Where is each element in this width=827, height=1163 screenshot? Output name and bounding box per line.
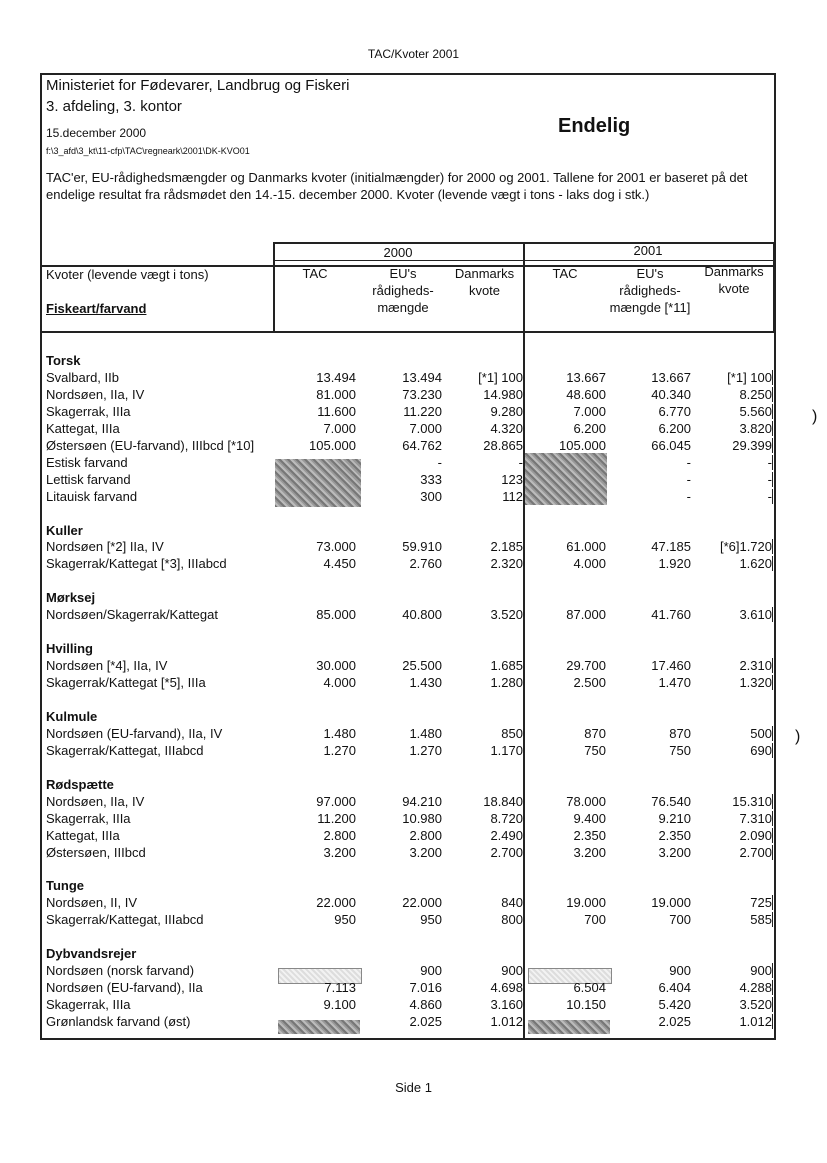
table-spacer-row xyxy=(42,929,774,946)
row-label: Nordsøen/Skagerrak/Kattegat xyxy=(46,607,218,623)
cell-value: 6.504 xyxy=(573,980,606,996)
cell-value: 105.000 xyxy=(559,437,606,453)
cell-value: 64.762 xyxy=(402,437,442,453)
table-spacer-row xyxy=(42,506,774,523)
cell-value: 1.270 xyxy=(323,742,356,758)
cell-value: 700 xyxy=(584,912,606,928)
cell-value: 7.310 xyxy=(694,811,773,826)
table-row xyxy=(42,421,774,438)
table-row xyxy=(42,455,774,472)
cell-value: 950 xyxy=(334,912,356,928)
cell-value: 19.000 xyxy=(651,895,691,911)
table-row xyxy=(42,828,774,845)
cell-value: 3.200 xyxy=(658,844,691,860)
cell-value: 22.000 xyxy=(402,895,442,911)
cell-value: 900 xyxy=(420,963,442,979)
row-label: Nordsøen (EU-farvand), IIa xyxy=(46,980,203,996)
table-row xyxy=(42,1014,774,1031)
cell-value: 11.200 xyxy=(317,810,356,826)
cell-value: 3.520 xyxy=(446,607,524,622)
row-label: Skagerrak, IIIa xyxy=(46,810,131,826)
cell-value: 3.610 xyxy=(694,607,773,622)
cell-value: 2.090 xyxy=(694,828,773,843)
cell-value: 11.220 xyxy=(403,403,442,419)
document-frame xyxy=(40,73,776,1040)
cell-value: 41.760 xyxy=(651,607,691,623)
row-label: Kattegat, IIIa xyxy=(46,420,120,436)
year-2001-header: 2001 xyxy=(633,243,663,258)
ministry-name: Ministeriet for Fødevarer, Landbrug og Fiskeri xyxy=(46,77,350,94)
cell-value: 2.025 xyxy=(658,1014,691,1030)
cell-value: 97.000 xyxy=(316,793,356,809)
cell-value: 800 xyxy=(446,912,524,927)
cell-value: 78.000 xyxy=(566,793,606,809)
table-row xyxy=(42,472,774,489)
cell-value: 850 xyxy=(446,726,524,741)
row-label: Nordsøen (EU-farvand), IIa, IV xyxy=(46,725,223,741)
cell-value: 1.012 xyxy=(446,1014,524,1029)
cell-value: 7.000 xyxy=(573,403,606,419)
col-tac-2001: TAC xyxy=(552,266,578,281)
row-label: Lettisk farvand xyxy=(46,471,131,487)
table-group-row xyxy=(42,590,774,607)
row-label: Nordsøen, IIa, IV xyxy=(46,793,145,809)
cell-value: - xyxy=(686,471,691,487)
cell-value: 40.340 xyxy=(651,386,691,402)
margin-bracket-mark: ) xyxy=(812,408,818,425)
file-path: f:\3_afd\3_kt\11-cfp\TAC\regneark\2001\DK-KVO01 xyxy=(46,146,250,156)
cell-value: 333 xyxy=(420,471,442,487)
row-label: Litauisk farvand xyxy=(46,488,138,504)
table-spacer-row xyxy=(42,624,774,641)
cell-value: 9.100 xyxy=(323,997,356,1013)
cell-value: 4.000 xyxy=(573,556,606,572)
cell-value: 29.700 xyxy=(566,658,606,674)
row-label: Kulmule xyxy=(46,708,98,724)
cell-value: 1.170 xyxy=(446,743,524,758)
table-row xyxy=(42,811,774,828)
cell-value: 30.000 xyxy=(316,658,356,674)
cell-value: 840 xyxy=(446,895,524,910)
row-label: Skagerrak, IIIa xyxy=(46,403,131,419)
row-label: Kuller xyxy=(46,522,83,538)
cell-value: 1.480 xyxy=(409,725,442,741)
cell-value: 47.185 xyxy=(651,539,691,555)
cell-value: 870 xyxy=(669,725,691,741)
cell-value: 5.560 xyxy=(694,404,773,419)
cell-value: 94.210 xyxy=(402,793,442,809)
table-row xyxy=(42,675,774,692)
row-label: Mørksej xyxy=(46,590,96,606)
cell-value: 1.480 xyxy=(323,725,356,741)
cell-value: 8.250 xyxy=(694,387,773,402)
table-row xyxy=(42,963,774,980)
cell-value: 22.000 xyxy=(316,895,356,911)
table-row xyxy=(42,607,774,624)
cell-value: 7.000 xyxy=(409,420,442,436)
cell-value: 1.270 xyxy=(409,742,442,758)
row-header-species: Fiskeart/farvand xyxy=(46,301,147,316)
row-label: Nordsøen [*4], IIa, IV xyxy=(46,658,168,674)
cell-value: 73.000 xyxy=(316,539,356,555)
cell-value: 725 xyxy=(694,895,773,910)
cell-value: 900 xyxy=(446,963,524,978)
cell-value: 19.000 xyxy=(566,895,606,911)
cell-value: 3.160 xyxy=(446,997,524,1012)
cell-value: 8.720 xyxy=(446,811,524,826)
table-group-row xyxy=(42,641,774,658)
cell-value: 10.150 xyxy=(566,997,606,1013)
col-tac-2000: TAC xyxy=(302,266,328,281)
cell-value: 950 xyxy=(420,912,442,928)
row-label: Nordsøen [*2] IIa, IV xyxy=(46,539,164,555)
cell-value: 9.210 xyxy=(658,810,691,826)
table-spacer-row xyxy=(42,573,774,590)
cell-value: 2.320 xyxy=(446,556,524,571)
cell-value: 6.200 xyxy=(573,420,606,436)
cell-value: 4.000 xyxy=(323,675,356,691)
cell-value: 1.430 xyxy=(409,675,442,691)
cell-value: 112 xyxy=(446,489,524,504)
table-row xyxy=(42,489,774,506)
row-label: Grønlandsk farvand (øst) xyxy=(46,1014,191,1030)
cell-value: 2.350 xyxy=(573,827,606,843)
cell-value: 14.980 xyxy=(446,387,524,402)
table-spacer-row xyxy=(42,760,774,777)
table-row xyxy=(42,438,774,455)
cell-value: 4.320 xyxy=(446,421,524,436)
cell-value: 4.698 xyxy=(446,980,524,995)
cell-value: 4.288 xyxy=(694,980,773,995)
table-row xyxy=(42,980,774,997)
cell-value: 690 xyxy=(694,743,773,758)
cell-value: 4.450 xyxy=(323,556,356,572)
cell-value: 81.000 xyxy=(316,386,356,402)
cell-value: - xyxy=(446,455,524,470)
table-row xyxy=(42,556,774,573)
cell-value: 500 xyxy=(694,726,773,741)
cell-value: 73.230 xyxy=(402,386,442,402)
table-row xyxy=(42,895,774,912)
table-row xyxy=(42,726,774,743)
table-row xyxy=(42,539,774,556)
col-eu-2001: EU's rådigheds-mængde [*11] xyxy=(609,266,691,315)
row-label: Hvilling xyxy=(46,641,93,657)
page-header: TAC/Kvoter 2001 xyxy=(367,47,460,61)
cell-value: 13.667 xyxy=(566,369,606,385)
cell-value: 750 xyxy=(584,742,606,758)
table-row xyxy=(42,370,774,387)
row-label: Svalbard, IIb xyxy=(46,369,119,385)
cell-value: 2.490 xyxy=(446,828,524,843)
cell-value: 7.113 xyxy=(324,980,356,996)
cell-value: 6.770 xyxy=(658,403,691,419)
cell-value: 28.865 xyxy=(446,438,524,453)
table-group-row xyxy=(42,353,774,370)
cell-value: 40.800 xyxy=(402,607,442,623)
cell-value: - xyxy=(686,488,691,504)
cell-value: - xyxy=(694,455,773,470)
cell-value: - xyxy=(694,472,773,487)
cell-value: 87.000 xyxy=(566,607,606,623)
cell-value: [*1] 100 xyxy=(446,370,524,385)
cell-value: 25.500 xyxy=(402,658,442,674)
cell-value: 700 xyxy=(669,912,691,928)
cell-value: 1.620 xyxy=(694,556,773,571)
table-group-row xyxy=(42,777,774,794)
row-label: Østersøen, IIIbcd xyxy=(46,844,146,860)
row-label: Rødspætte xyxy=(46,776,114,792)
cell-value: 2.760 xyxy=(409,556,442,572)
cell-value: - xyxy=(694,489,773,504)
row-label: Østersøen (EU-farvand), IIIbcd [*10] xyxy=(46,437,255,453)
table-row xyxy=(42,743,774,760)
cell-value: 2.800 xyxy=(409,827,442,843)
cell-value: 7.016 xyxy=(409,980,442,996)
cell-value: 1.470 xyxy=(658,675,691,691)
cell-value: - xyxy=(686,454,691,470)
cell-value: 750 xyxy=(669,742,691,758)
cell-value: 7.000 xyxy=(323,420,356,436)
row-label: Skagerrak/Kattegat [*3], IIIabcd xyxy=(46,556,227,572)
table-row xyxy=(42,845,774,862)
cell-value: 59.910 xyxy=(402,539,442,555)
cell-value: 85.000 xyxy=(316,607,356,623)
col-dk-2000: Danmarks kvote xyxy=(454,266,515,298)
cell-value: 15.310 xyxy=(694,794,773,809)
cell-value: 1.012 xyxy=(694,1014,773,1029)
cell-value: 2.025 xyxy=(409,1014,442,1030)
cell-value: - xyxy=(437,454,442,470)
cell-value: 61.000 xyxy=(566,539,606,555)
margin-bracket-mark-2: ) xyxy=(795,728,801,745)
row-label: Nordsøen, II, IV xyxy=(46,895,138,911)
cell-value: 1.320 xyxy=(694,675,773,690)
cell-value: 17.460 xyxy=(651,658,691,674)
row-label: Nordsøen, IIa, IV xyxy=(46,386,145,402)
cell-value: 2.500 xyxy=(573,675,606,691)
cell-value: 3.200 xyxy=(409,844,442,860)
row-label: Skagerrak/Kattegat [*5], IIIa xyxy=(46,675,206,691)
cell-value: 2.700 xyxy=(446,845,524,860)
row-label: Skagerrak/Kattegat, IIIabcd xyxy=(46,742,204,758)
row-label: Tunge xyxy=(46,878,85,894)
row-label: Estisk farvand xyxy=(46,454,128,470)
table-row xyxy=(42,658,774,675)
department-name: 3. afdeling, 3. kontor xyxy=(46,98,182,115)
cell-value: 2.800 xyxy=(323,827,356,843)
table-group-row xyxy=(42,523,774,540)
row-label: Torsk xyxy=(46,353,81,368)
cell-value: 2.350 xyxy=(658,827,691,843)
table-row xyxy=(42,794,774,811)
table-group-row xyxy=(42,946,774,963)
cell-value: 1.280 xyxy=(446,675,524,690)
cell-value: 6.200 xyxy=(658,420,691,436)
cell-value: 105.000 xyxy=(309,437,356,453)
row-label: Dybvandsrejer xyxy=(46,946,137,962)
cell-value: 2.700 xyxy=(694,845,773,860)
cell-value: 18.840 xyxy=(446,794,524,809)
table-row xyxy=(42,404,774,421)
cell-value: 6.404 xyxy=(658,980,691,996)
year-2000-header: 2000 xyxy=(383,245,413,260)
row-label: Skagerrak, IIIa xyxy=(46,997,131,1013)
cell-value: 9.400 xyxy=(573,810,606,826)
cell-value: 4.860 xyxy=(409,997,442,1013)
cell-value: 585 xyxy=(694,912,773,927)
cell-value: 48.600 xyxy=(566,386,606,402)
row-label: Kattegat, IIIa xyxy=(46,827,120,843)
cell-value: 29.399 xyxy=(694,438,773,453)
cell-value: 3.520 xyxy=(694,997,773,1012)
cell-value: 13.494 xyxy=(402,369,442,385)
cell-value: 900 xyxy=(669,963,691,979)
document-date: 15.december 2000 xyxy=(46,126,147,140)
row-label: Nordsøen (norsk farvand) xyxy=(46,963,195,979)
status-label: Endelig xyxy=(558,115,631,137)
col-eu-2000: EU's rådigheds-mængde xyxy=(372,266,434,315)
table-group-row xyxy=(42,878,774,895)
row-header-quotas: Kvoter (levende vægt i tons) xyxy=(46,267,209,282)
table-spacer-row xyxy=(42,862,774,879)
cell-value: 13.667 xyxy=(651,369,691,385)
cell-value: 13.494 xyxy=(316,369,356,385)
cell-value: 900 xyxy=(694,963,773,978)
cell-value: 66.045 xyxy=(651,437,691,453)
cell-value: [*1] 100 xyxy=(694,370,773,385)
cell-value: 3.820 xyxy=(694,421,773,436)
cell-value: 1.920 xyxy=(658,556,691,572)
cell-value: 5.420 xyxy=(658,997,691,1013)
cell-value: 2.185 xyxy=(446,539,524,554)
cell-value: 1.685 xyxy=(446,658,524,673)
table-row xyxy=(42,387,774,404)
cell-value: 11.600 xyxy=(317,403,356,419)
col-dk-2001: Danmarks kvote xyxy=(704,264,764,296)
cell-value: [*6]1.720 xyxy=(694,539,773,554)
cell-value: 9.280 xyxy=(446,404,524,419)
table-row xyxy=(42,997,774,1014)
cell-value: 123 xyxy=(446,472,524,487)
page-footer: Side 1 xyxy=(395,1080,432,1095)
table-spacer-row xyxy=(42,692,774,709)
cell-value: 870 xyxy=(584,725,606,741)
cell-value: 2.310 xyxy=(694,658,773,673)
cell-value: 10.980 xyxy=(402,810,442,826)
cell-value: 76.540 xyxy=(651,793,691,809)
cell-value: 3.200 xyxy=(573,844,606,860)
table-group-row xyxy=(42,709,774,726)
intro-text: TAC'er, EU-rådighedsmængder og Danmarks kvoter (initialmængder) for 2000 og 2001. Tallene for 2001 er baseret på det endelige resultat fra rådsmødet den 14.-15. december 2000. Kvoter (levende vægt i tons - laks dog i stk.) xyxy=(46,170,748,202)
cell-value: 3.200 xyxy=(323,844,356,860)
cell-value: 300 xyxy=(420,488,442,504)
header-bottom-rule xyxy=(42,331,774,333)
table-row xyxy=(42,912,774,929)
row-label: Skagerrak/Kattegat, IIIabcd xyxy=(46,912,204,928)
